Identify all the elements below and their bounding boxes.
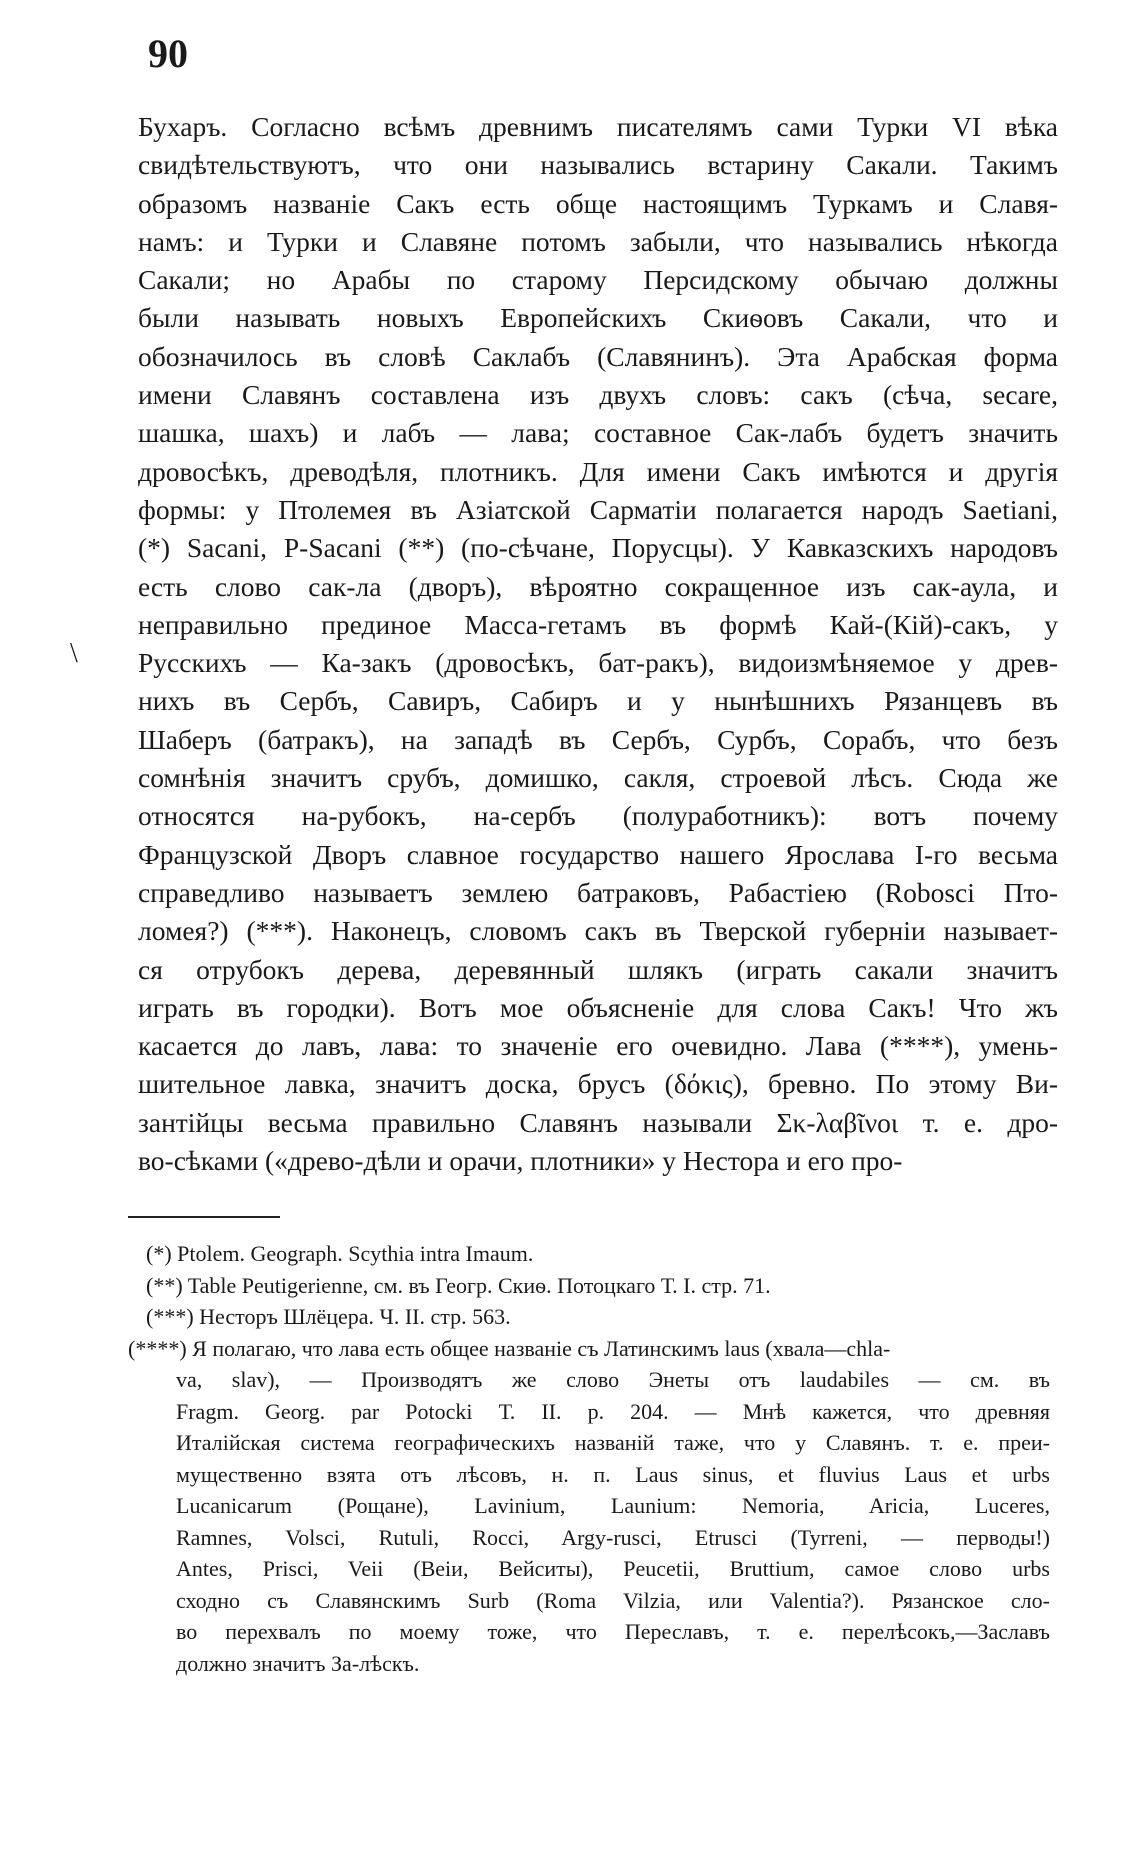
text-line: касается до лавъ, лава: то значеніе его очевидно. Лава (****), умень- bbox=[138, 1030, 1058, 1062]
footnote-line: во перехвалъ по моему тоже, что Переславъ, т. е. перелѣсокъ,—Заславъ bbox=[176, 1619, 1050, 1644]
text-line: нихъ въ Сербъ, Савиръ, Сабиръ и у нынѣшнихъ Рязанцевъ въ bbox=[138, 685, 1058, 717]
text-line: были называть новыхъ Европейскихъ Скиѳовъ Сакали, что и bbox=[138, 302, 1058, 334]
text-line: зантійцы весьма правильно Славянъ называли Σκ-λαβῖνοι т. е. дро- bbox=[138, 1106, 1058, 1138]
footnote-4: (****) Я полагаю, что лава есть общее названіе съ Латинскимъ laus (хвала—chla- bbox=[128, 1335, 891, 1361]
text-line: есть слово сак-ла (дворъ), вѣроятно сокращенное изъ сак-аула, и bbox=[138, 570, 1058, 602]
text-line: Французской Дворъ славное государство нашего Ярослава І-го весьма bbox=[138, 838, 1058, 870]
text-line: (*) Sacani, P-Sacani (**) (по-сѣчане, Порусцы). У Кавказскихъ народовъ bbox=[138, 532, 1058, 564]
margin-mark: \ bbox=[70, 638, 78, 669]
text-line: свидѣтельствуютъ, что они назывались встарину Сакали. Такимъ bbox=[138, 149, 1058, 181]
footnote-1: (*) Ptolem. Geograph. Scythia intra Imaum. bbox=[146, 1241, 534, 1266]
footnote-line: va, slav), — Производятъ же слово Энеты отъ laudabiles — см. въ bbox=[176, 1367, 1050, 1392]
text-line: сомнѣнія значитъ срубъ, домишко, сакля, строевой лѣсъ. Сюда же bbox=[138, 762, 1058, 794]
text-line: ся отрубокъ дерева, деревянный шлякъ (играть сакали значитъ bbox=[138, 953, 1058, 985]
footnote-line: Antes, Prisci, Veii (Веіи, Вейситы), Peucetii, Bruttium, самое слово urbs bbox=[176, 1556, 1050, 1581]
text-line: шительное лавка, значитъ доска, брусъ (δόκις), бревно. По этому Ви- bbox=[138, 1068, 1058, 1100]
main-text bbox=[138, 108, 1058, 1180]
text-line: шашка, шахъ) и лабъ — лава; составное Сак-лабъ будетъ значить bbox=[138, 417, 1058, 449]
text-line: Сакали; но Арабы по старому Персидскому обычаю должны bbox=[138, 264, 1058, 296]
footnote-line: Lucanicarum (Рощане), Lavinium, Launium: Nemoria, Aricia, Luceres, bbox=[176, 1493, 1050, 1518]
footnote-line: сходно съ Славянскимъ Surb (Roma Vilzia, или Valentia?). Рязанское сло- bbox=[176, 1587, 1050, 1613]
text-line: Русскихъ — Ка-закъ (дровосѣкъ, бат-ракъ), видоизмѣняемое у древ- bbox=[138, 647, 1058, 679]
footnote-divider bbox=[128, 1216, 280, 1218]
text-line: неправильно прединое Масса-гетамъ въ формѣ Кай-(Кій)-сакъ, у bbox=[138, 608, 1058, 640]
page-number: 90 bbox=[148, 31, 188, 76]
footnote-line: мущественно взята отъ лѣсовъ, н. п. Laus sinus, et fluvius Laus et urbs bbox=[176, 1461, 1050, 1487]
text-line: играть въ городки). Вотъ мое объясненіе для слова Сакъ! Что жъ bbox=[138, 991, 1058, 1023]
text-line: относятся на-рубокъ, на-сербъ (полуработникъ): вотъ почему bbox=[138, 800, 1058, 832]
footnote-line: Fragm. Georg. par Potocki Т. II. p. 204. — Мнѣ кажется, что древняя bbox=[176, 1398, 1050, 1424]
text-line: намъ: и Турки и Славяне потомъ забыли, что назывались нѣкогда bbox=[138, 225, 1058, 257]
text-line: во-сѣками («древо-дѣли и орачи, плотники» у Нестора и его про- bbox=[138, 1145, 903, 1177]
text-line: ломея?) (***). Наконецъ, словомъ сакъ въ Тверской губерніи называет- bbox=[138, 915, 1058, 947]
text-line: Бухаръ. Согласно всѣмъ древнимъ писателямъ сами Турки VI вѣка bbox=[138, 111, 1058, 142]
footnote-line: Ramnes, Volsci, Rutuli, Rocci, Argy-rusci, Etrusci (Tyrreni, — перводы!) bbox=[176, 1524, 1050, 1550]
footnotes bbox=[128, 1238, 1050, 1679]
footnote-line: должно значитъ За-лѣскъ. bbox=[176, 1650, 420, 1676]
text-line: формы: у Птолемея въ Азіатской Сарматіи полагается народъ Saetiani, bbox=[138, 493, 1058, 525]
text-line: имени Славянъ составлена изъ двухъ словъ: сакъ (сѣча, secare, bbox=[138, 379, 1058, 411]
text-line: образомъ названіе Сакъ есть обще настоящимъ Туркамъ и Славя- bbox=[138, 187, 1058, 219]
text-line: обозначилось въ словѣ Саклабъ (Славянинъ). Эта Арабская форма bbox=[138, 340, 1058, 372]
text-line: справедливо называетъ землею батраковъ, Рабастіею (Robosci Пто- bbox=[138, 876, 1058, 908]
footnote-2: (**) Table Peutigerienne, см. въ Геогр. Скиѳ. Потоцкаго Т. I. стр. 71. bbox=[146, 1272, 771, 1298]
text-line: Шаберъ (батракъ), на западѣ въ Сербъ, Сурбъ, Сорабъ, что безъ bbox=[138, 723, 1058, 755]
footnote-3: (***) Несторъ Шлёцера. Ч. II. стр. 563. bbox=[146, 1304, 511, 1329]
footnote-line: Италійская система географическихъ названій таже, что у Славянъ. т. е. преи- bbox=[176, 1430, 1050, 1455]
text-line: дровосѣкъ, древодѣля, плотникъ. Для имени Сакъ имѣются и другія bbox=[138, 455, 1058, 487]
